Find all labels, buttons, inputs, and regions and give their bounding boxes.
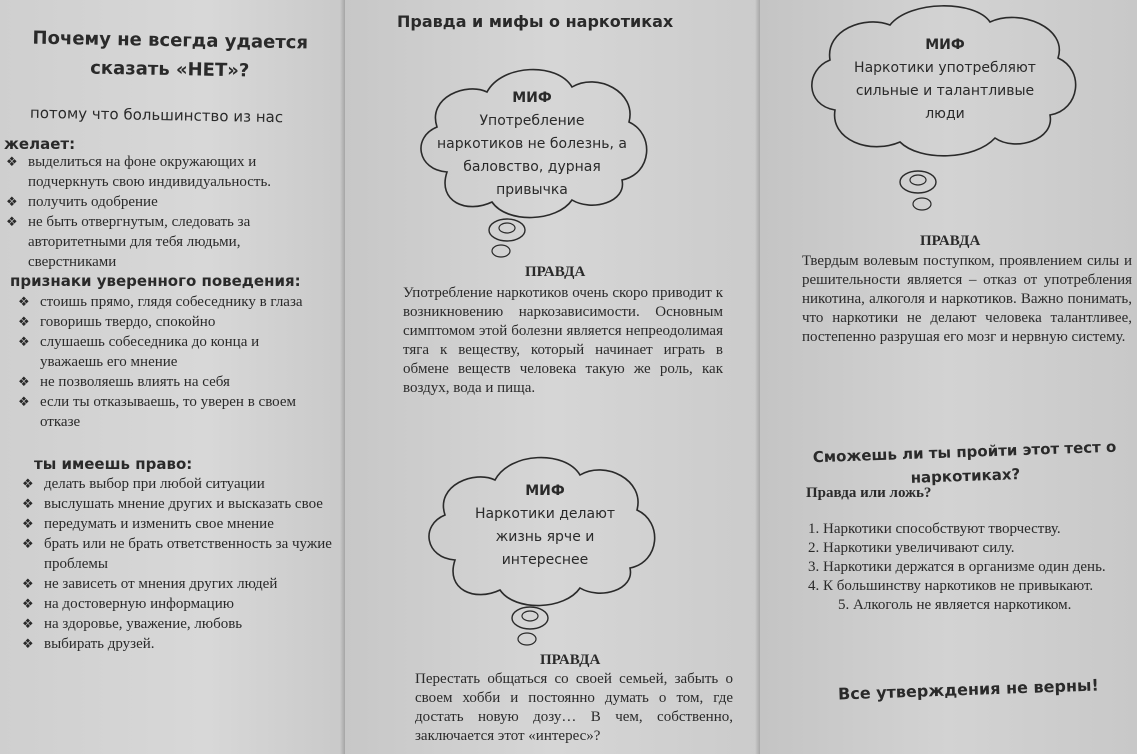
myth-label: МИФ — [925, 37, 965, 53]
truth-text: Употребление наркотиков очень скоро приводит к возникновению наркозависимости. Основным симптомом этой болезни является непреодолимая тяга к веществу, который начинает играть в обмене веществ человека такую же роль, как воздух, вода и пища. — [403, 285, 723, 396]
list-item: ❖ получить одобрение — [6, 192, 306, 212]
left-panel-title: Почему не всегда удается сказать «НЕТ»? — [32, 27, 309, 82]
quiz-item: 5. Алкоголь не является наркотиком. — [838, 597, 1072, 613]
quiz-subtitle: Правда или ложь? — [806, 485, 932, 501]
wants-list — [6, 152, 306, 272]
list-item: ❖ на достоверную информацию — [22, 594, 332, 614]
myth-text: Наркотики употребляют сильные и талантливые люди — [854, 60, 1036, 122]
list-item: ❖ делать выбор при любой ситуации — [22, 474, 332, 494]
quiz-list — [808, 520, 1126, 615]
myth-text: Употребление наркотиков не болезнь, а баловство, дурная привычка — [437, 113, 627, 198]
signs-heading: признаки уверенного поведения: — [10, 272, 301, 290]
myth-label: МИФ — [512, 90, 552, 106]
truth-heading: ПРАВДА — [540, 652, 601, 668]
list-item: ❖ выделиться на фоне окружающих и подчеркнуть свою индивидуальность. — [6, 152, 306, 192]
myth-label: МИФ — [525, 483, 565, 499]
panel-right — [760, 0, 1137, 754]
quiz-item: 1. Наркотики способствуют творчеству. — [808, 521, 1061, 537]
quiz-item: 4. К большинству наркотиков не привыкают. — [808, 578, 1094, 594]
panel-left — [0, 0, 345, 754]
rights-heading: ты имеешь право: — [34, 455, 193, 473]
list-item: ❖ выслушать мнение других и высказать свое — [22, 494, 332, 514]
signs-list — [18, 292, 318, 432]
list-item: ❖ передумать и изменить свое мнение — [22, 514, 332, 534]
left-panel-subtitle: потому что большинство из нас — [29, 103, 284, 127]
truth-heading: ПРАВДА — [525, 264, 586, 280]
myth-cloud — [407, 52, 657, 262]
list-item: ❖ не зависеть от мнения других людей — [22, 574, 332, 594]
list-item: ❖ если ты отказываешь, то уверен в своем отказе — [18, 392, 318, 432]
list-item: ❖ слушаешь собеседника до конца и уважаешь его мнение — [18, 332, 318, 372]
quiz-item: 2. Наркотики увеличивают силу. — [808, 540, 1015, 556]
myth-cloud — [800, 0, 1090, 220]
list-item: ❖ на здоровье, уважение, любовь — [22, 614, 332, 634]
wants-label: желает: — [4, 135, 76, 153]
myth-text: Наркотики делают жизнь ярче и интереснее — [474, 506, 616, 568]
quiz-title: Сможешь ли ты пройти этот тест о наркотиках? — [812, 437, 1117, 487]
truth-heading: ПРАВДА — [920, 233, 981, 249]
truth-text: Перестать общаться со своей семьей, забыть о своем хобби и постоянно думать о том, где достать новую дозу… В чем, собственно, заключается этот «интерес»? — [415, 671, 733, 744]
rights-list — [22, 474, 332, 654]
list-item: ❖ брать или не брать ответственность за чужие проблемы — [22, 534, 332, 574]
truth-text: Твердым волевым поступком, проявлением силы и решительности является – отказ от употребления никотина, алкоголя и наркотиков. Важно понимать, что наркотики не делают человека талантливее, постепенно разрушая его мозг и нервную систему. — [802, 253, 1132, 345]
quiz-answer: Все утверждения не верны! — [837, 675, 1100, 704]
myth-cloud — [415, 440, 665, 650]
list-item: ❖ не позволяешь влиять на себя — [18, 372, 318, 392]
list-item: ❖ не быть отвергнутым, следовать за авторитетными для тебя людьми, сверстниками — [6, 212, 306, 272]
list-item: ❖ выбирать друзей. — [22, 634, 332, 654]
panel-middle — [345, 0, 760, 754]
quiz-item: 3. Наркотики держатся в организме один день. — [808, 559, 1106, 575]
list-item: ❖ стоишь прямо, глядя собеседнику в глаза — [18, 292, 318, 312]
middle-panel-title: Правда и мифы о наркотиках — [397, 12, 674, 31]
list-item: ❖ говоришь твердо, спокойно — [18, 312, 318, 332]
